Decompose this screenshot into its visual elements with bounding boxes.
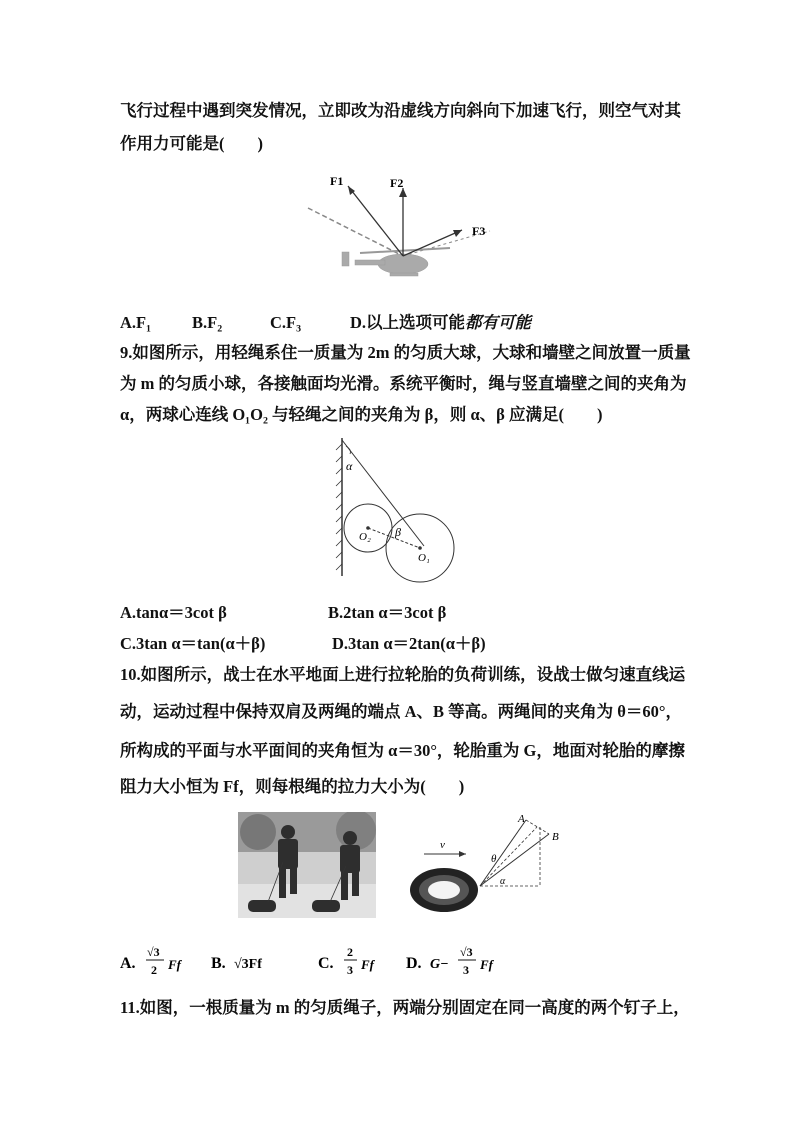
q9-options-row2	[120, 633, 680, 655]
svg-text:√3: √3	[460, 945, 473, 959]
q8-option-d[interactable]: D.以上选项可能都有可能	[350, 313, 532, 332]
q10-option-b[interactable]	[211, 955, 262, 972]
q11-stem-line1: 11.如图，一根质量为 m 的匀质绳子，两端分别固定在同一高度的两个钉子上，	[120, 998, 690, 1017]
svg-text:Ff: Ff	[480, 957, 493, 972]
svg-text:C.: C.	[318, 955, 334, 972]
tire-rope-diagram	[404, 812, 574, 918]
q10-option-a[interactable]	[120, 945, 183, 977]
label-beta: β	[395, 525, 401, 539]
svg-text:√3Ff: √3Ff	[234, 957, 262, 972]
label-b: B	[552, 831, 559, 843]
two-balls-figure	[332, 436, 462, 586]
label-theta: θ	[491, 853, 497, 865]
q8-option-c[interactable]: C.F₃	[270, 313, 302, 332]
q9-option-b[interactable]: B.2tan α＝3cot β	[328, 603, 447, 622]
q9-option-a[interactable]: A.tanα＝3cot β	[120, 603, 227, 622]
label-alpha-q10: α	[500, 876, 506, 887]
svg-text:B.: B.	[211, 955, 226, 972]
q10-options	[120, 942, 680, 982]
helicopter-force-figure	[300, 168, 500, 288]
svg-text:3: 3	[463, 963, 469, 977]
q9-stem-line1: 9.如图所示，用轻绳系住一质量为 2m 的匀质大球，大球和墙壁之间放置一质量	[120, 343, 691, 362]
label-v: v	[440, 839, 445, 851]
svg-text:√3: √3	[147, 945, 160, 959]
q10-stem-line4: 阻力大小恒为 Ff，则每根绳的拉力大小为( )	[120, 777, 465, 796]
q10-stem-line3: 所构成的平面与水平面间的夹角恒为 α＝30°，轮胎重为 G，地面对轮胎的摩擦	[120, 741, 685, 760]
q9-option-c[interactable]: C.3tan α＝tan(α＋β)	[120, 634, 266, 653]
label-alpha: α	[346, 459, 353, 473]
svg-text:Ff: Ff	[168, 957, 181, 972]
q10-option-d[interactable]	[406, 945, 495, 977]
q8-stem-line2: 作用力可能是( )	[120, 134, 263, 153]
q9-options-row1	[120, 602, 680, 624]
svg-text:Ff: Ff	[361, 957, 374, 972]
q8-stem-line1: 飞行过程中遇到突发情况，立即改为沿虚线方向斜向下加速飞行，则空气对其	[120, 101, 681, 120]
label-f3: F3	[472, 224, 486, 238]
label-f2: F2	[390, 176, 404, 190]
q10-stem-line1: 10.如图所示，战士在水平地面上进行拉轮胎的负荷训练，设战士做匀速直线运	[120, 665, 686, 684]
svg-text:3: 3	[347, 963, 353, 977]
label-o2: O₂	[359, 531, 371, 543]
svg-text:D.: D.	[406, 955, 422, 972]
q9-option-d[interactable]: D.3tan α＝2tan(α＋β)	[332, 634, 486, 653]
svg-text:2: 2	[347, 945, 353, 959]
label-a: A	[518, 813, 525, 825]
svg-text:G−: G−	[430, 957, 449, 972]
q10-stem-line2: 动，运动过程中保持双肩及两绳的端点 A、B 等高。两绳间的夹角为 θ＝60°，	[120, 702, 683, 721]
svg-text:A.: A.	[120, 955, 136, 972]
q9-stem-line2: 为 m 的匀质小球，各接触面均光滑。系统平衡时，绳与竖直墙壁之间的夹角为	[120, 374, 687, 393]
q8-option-a[interactable]: A.F₁	[120, 313, 152, 332]
tire-icon	[410, 868, 478, 912]
label-o1: O₁	[418, 552, 430, 564]
q10-option-c[interactable]	[318, 945, 376, 977]
q9-stem-line3: α，两球心连线 O₁O₂ 与轻绳之间的夹角为 β，则 α、β 应满足( )	[120, 405, 603, 424]
q8-options	[120, 312, 680, 334]
q8-option-b[interactable]: B.F₂	[192, 313, 223, 332]
soldiers-photo	[238, 812, 376, 918]
svg-text:2: 2	[151, 963, 157, 977]
label-f1: F1	[330, 174, 344, 188]
